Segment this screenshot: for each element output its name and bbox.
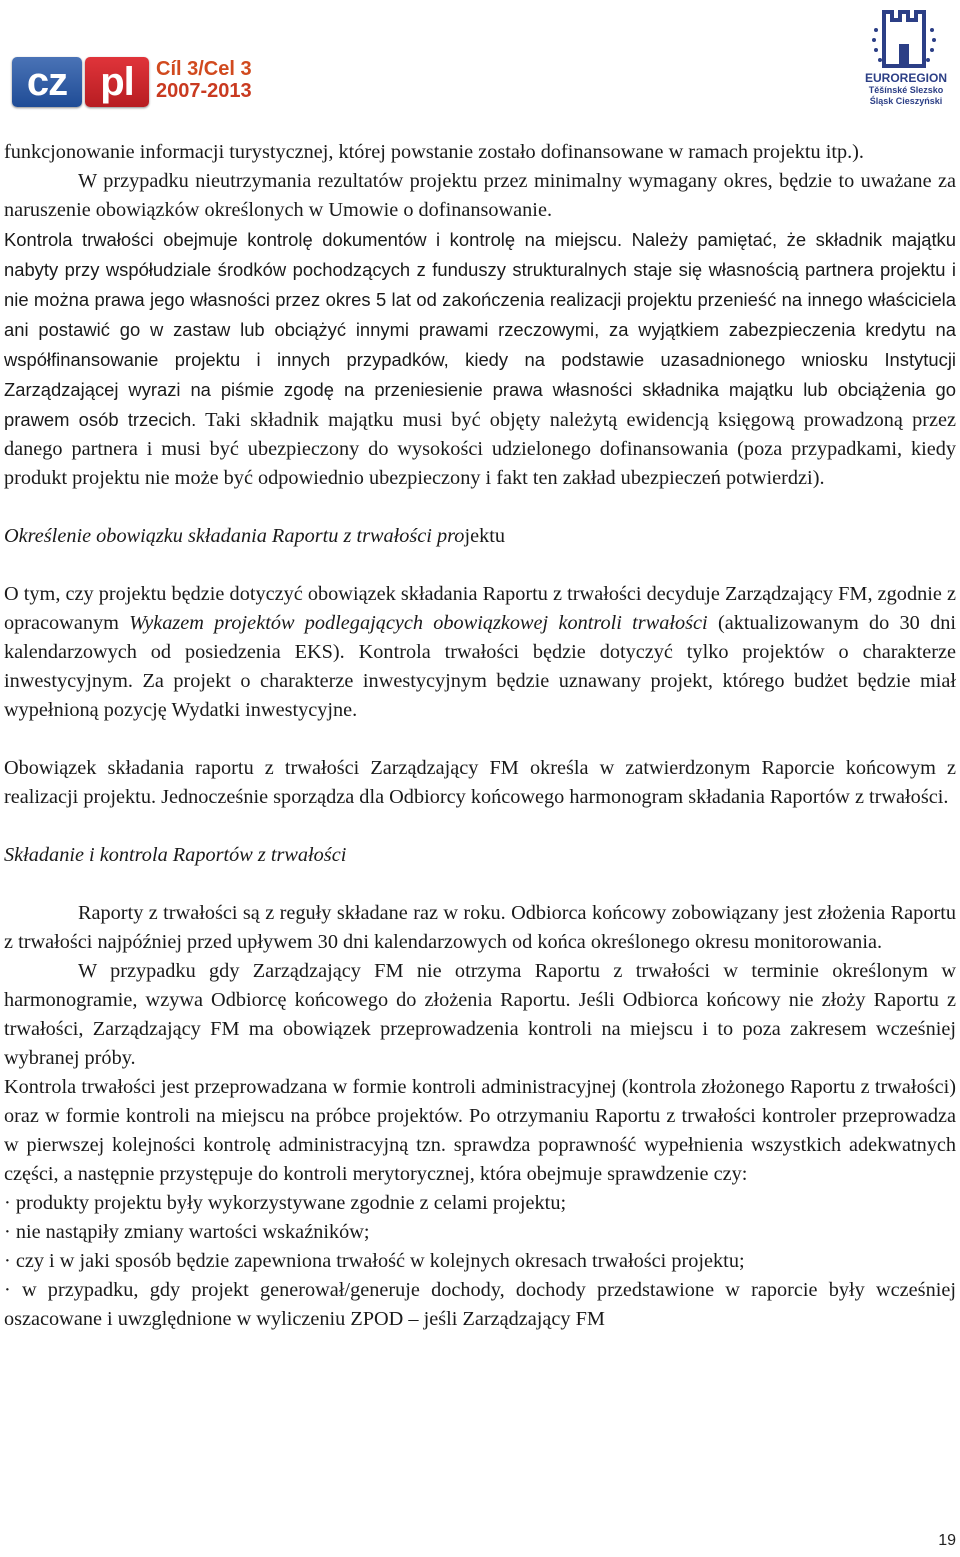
paragraph: Obowiązek składania raportu z trwałości Zarządzający FM określa w zatwierdzonym Raporcie końcowym z realizacji projektu. Jednocześnie sporządza dla Odbiorcy końcowego harmonogram składania Raportów z trwałości. — [4, 757, 956, 808]
euroregion-logo — [858, 6, 954, 110]
cz-logo-text: cz — [26, 59, 68, 104]
paragraph: Raporty z trwałości są z reguły składane raz w roku. Odbiorca końcowy zobowiązany jest złożenia Raportu z trwałości najpóźniej przed upływem 30 dni kalendarzowych od końca określonego okresu monitorowania. — [4, 902, 956, 953]
euroregion-title: EUROREGION — [864, 71, 947, 85]
list-item: · w przypadku, gdy projekt generował/generuje dochody, dochody przedstawione w raporcie były wcześniej oszacowane i uwzględnione w wyliczeniu ZPOD – jeśli Zarządzający FM — [4, 1279, 956, 1330]
paragraph: W przypadku nieutrzymania rezultatów projektu przez minimalny wymagany okres, będzie to uważane za naruszenie obowiązków określonych w Umowie o dofinansowanie. — [4, 170, 956, 221]
paragraph-part: (aktualizowanym do 30 dni kalendarzowych od posiedzenia EKS). Kontrola trwałości będzie dotyczyć tylko projektów o charakterze inwestycyjnym. Za projekt o charakterze inwestycyjnym będzie uznawany projekt, którego budżet będzie miał wypełnioną pozycję Wydatki inwestycyjne. — [4, 612, 956, 721]
paragraph-italic-part: Wykazem projektów podlegających obowiązkowej kontroli trwałości — [129, 612, 708, 634]
euroregion-name-cz: Těšínské Slezsko — [868, 85, 944, 95]
paragraph: W przypadku gdy Zarządzający FM nie otrzyma Raportu z trwałości w terminie określonym w harmonogramie, wzywa Odbiorcę końcowego do złożenia Raportu. Jeśli Odbiorca końcowy nie złoży Raportu z trwałości, Zarządzający FM ma obowiązek przeprowadzenia kontroli na miejscu i to poza zakresem wcześniej wybranej próby. — [4, 960, 956, 1069]
section-heading — [4, 522, 956, 551]
cz-logo — [12, 57, 82, 107]
program-logo-line1: Cíl 3/Cel 3 — [156, 58, 252, 80]
list-item: · nie nastąpiły zmiany wartości wskaźników; — [4, 1221, 370, 1243]
paragraph — [4, 225, 956, 493]
page-header — [0, 0, 960, 120]
section-heading-italic: Określenie obowiązku składania Raportu z trwałości pro — [4, 525, 465, 547]
paragraph: Kontrola trwałości jest przeprowadzana w formie kontroli administracyjnej (kontrola złożonego Raportu z trwałości) oraz w formie kontroli na miejscu na próbce projektów. Po otrzymaniu Raportu z trwałości kontroler przeprowadza w pierwszej kolejności kontrolę administracyjną tzn. sprawdza poprawność wypełnienia wszystkich adekwatnych części, a następnie przystępuje do kontroli merytorycznej, która obejmuje sprawdzenie czy: — [4, 1076, 956, 1185]
program-logo-line2: 2007-2013 — [156, 80, 252, 102]
section-heading: Składanie i kontrola Raportów z trwałości — [4, 844, 347, 866]
list-item: · czy i w jaki sposób będzie zapewniona trwałość w kolejnych okresach trwałości projektu; — [4, 1250, 745, 1272]
section-heading-rest: jektu — [464, 525, 505, 547]
pl-logo — [85, 57, 149, 107]
paragraph — [4, 580, 956, 725]
page-number: 19 — [938, 1532, 956, 1549]
paragraph-part: O tym, czy projektu będzie dotyczyć obowiązek składania Raportu z trwałości decyduje Zarządzający FM, zgodnie z opracowanym — [4, 583, 956, 634]
list-item: · produkty projektu były wykorzystywane zgodnie z celami projektu; — [4, 1192, 567, 1214]
paragraph: funkcjonowanie informacji turystycznej, której powstanie zostało dofinansowane w ramach projektu itp.). — [4, 141, 865, 163]
euroregion-name-pl: Śląsk Cieszyński — [869, 96, 943, 106]
program-logo-text — [156, 58, 256, 102]
document-body — [4, 138, 956, 1334]
paragraph-serif-part: Taki składnik majątku musi być objęty należytą ewidencją księgową prowadzoną przez danego partnera i musi być ubezpieczony do wysokości udzielonego dofinansowania (poza przypadkami, kiedy produkt projektu nie może być odpowiednio ubezpieczony i fakt ten zakład ubezpieczeń potwierdzi). — [4, 409, 956, 489]
pl-logo-text: pl — [100, 59, 134, 104]
euroregion-text — [858, 72, 954, 107]
castle-tower-icon — [870, 6, 942, 70]
paragraph-sans-part: Kontrola trwałości obejmuje kontrolę dokumentów i kontrolę na miejscu. Należy pamiętać, że składnik majątku nabyty przy współudziale środków pochodzących z funduszy strukturalnych staje się własnością partnera projektu i nie można prawa jego własności przez okres 5 lat od zakończenia realizacji projektu przenieść na innego właściciela ani postawić go w zastaw lub obciążyć innymi prawami rzeczowymi, za wyjątkiem zabezpieczenia kredytu na współfinansowanie projektu i innych przypadków, kiedy na podstawie uzasadnionego wniosku Instytucji Zarządzającej wyrazi na piśmie zgodę na przeniesienie prawa własności składnika majątku lub obciążenia go prawem osób trzecich. — [4, 229, 956, 430]
